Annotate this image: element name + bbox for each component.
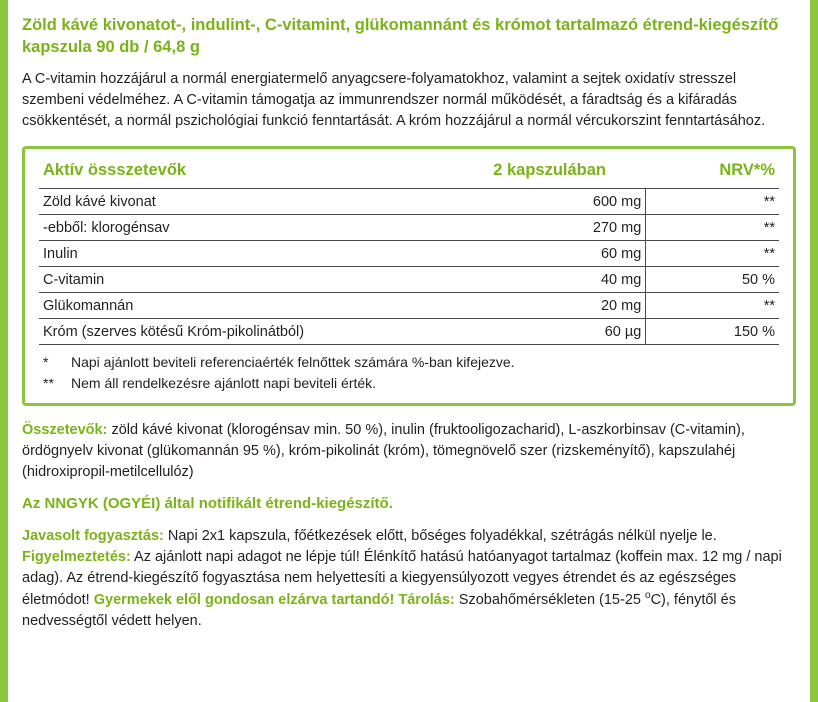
table-header-row: [39, 159, 779, 189]
table-row: [39, 188, 779, 214]
dosage-label: Javasolt fogyasztás:: [22, 528, 164, 545]
row-nrv: **: [646, 240, 779, 266]
row-name: Glükomannán: [39, 293, 453, 319]
row-amount: 20 mg: [453, 293, 645, 319]
degree-unit: o: [645, 590, 651, 602]
table-head: [39, 159, 779, 189]
table-row: [39, 240, 779, 266]
footnote-mark: **: [43, 374, 54, 391]
footnote-text: Napi ajánlott beviteli referenciaérték felnőttek számára %-ban kifejezve.: [71, 354, 515, 371]
row-name: Zöld kávé kivonat: [39, 188, 453, 214]
row-amount: 270 mg: [453, 214, 645, 240]
row-nrv: 50 %: [646, 266, 779, 292]
warning-text: Az ajánlott napi adagot ne lépje túl! Élénkítő hatású hatóanyagot tartalmaz (koffein max. 12 mg / napi adag). Az étrend-kiegészítő fogyasztása nem helyettesíti a kiegyensúlyozott vegyes étrendet és az egészséges életmódot!: [22, 549, 782, 608]
row-nrv: 150 %: [646, 319, 779, 345]
row-name: C-vitamin: [39, 266, 453, 292]
table-row: [39, 293, 779, 319]
storage-label: Tárolás:: [394, 591, 455, 608]
dosage-text: Napi 2x1 kapszula, főétkezések előtt, bőséges folyadékkal, szétrágás nélkül nyelje le.: [163, 528, 717, 545]
ingredients-text: zöld kávé kivonat (klorogénsav min. 50 %), inulin (fruktooligozacharid), L-aszkorbinsav (C-vitamin), ördögnyelv kivonat (glükomannán 95 %), króm-pikolinát (króm), tömegnövelő szer (rizskeményítő), kapszulahéj (hidroxipropil-metilcellulóz): [22, 421, 745, 480]
footnote-double-star: [39, 374, 779, 394]
intro-paragraph: A C-vitamin hozzájárul a normál energiatermelő anyagcsere-folyamatokhoz, valamint a sejtek oxidatív stresszel szembeni védelméhez. A C-vitamin támogatja az immunrendszer normál működését, a fáradtság és a kifáradás csökkentését, a normál pszichológiai funkció fenntartását. A króm hozzájárul a normál vércukorszint fenntartásához.: [22, 70, 766, 129]
header-nrv: NRV*%: [719, 160, 775, 179]
row-amount: 600 mg: [453, 188, 645, 214]
right-green-bar: [810, 0, 818, 702]
usage-paragraph: [22, 526, 796, 632]
row-name: Króm (szerves kötésű Króm-pikolinátból): [39, 319, 453, 345]
children-warning: Gyermekek elől gondosan elzárva tartandó!: [93, 591, 395, 608]
row-amount: 60 µg: [453, 319, 645, 345]
ingredients-label: Összetevők:: [22, 421, 108, 438]
table-footnotes: [39, 353, 779, 393]
row-name: Inulin: [39, 240, 453, 266]
nutrition-table: [39, 159, 779, 346]
table-body: [39, 188, 779, 345]
table-row: [39, 214, 779, 240]
header-active-ingredients: Aktív össszetevők: [43, 160, 187, 179]
nutrition-table-frame: [22, 146, 796, 406]
storage-text-first: Szobahőmérsékleten (15-25: [454, 591, 645, 608]
footnote-single-star: [39, 353, 779, 373]
row-nrv: **: [646, 188, 779, 214]
table-row: [39, 319, 779, 345]
row-nrv: **: [646, 214, 779, 240]
row-amount: 60 mg: [453, 240, 645, 266]
notification-statement: Az NNGYK (OGYÉI) által notifikált étrend-kiegészítő.: [22, 494, 393, 512]
footnote-text: Nem áll rendelkezésre ajánlott napi beviteli érték.: [71, 374, 377, 391]
warning-label: Figyelmeztetés:: [22, 549, 131, 566]
row-name: -ebből: klorogénsav: [39, 214, 453, 240]
header-per-two-capsules: 2 kapszulában: [493, 160, 606, 179]
footnote-mark: *: [43, 354, 49, 371]
table-row: [39, 266, 779, 292]
ingredients-paragraph: [22, 420, 796, 483]
left-green-bar: [0, 0, 8, 702]
row-amount: 40 mg: [453, 266, 645, 292]
storage-text-second: C), fénytől és nedvességtől védett helyen.: [22, 591, 736, 629]
row-nrv: **: [646, 293, 779, 319]
page-title: Zöld kávé kivonatot-, indulint-, C-vitamint, glükomannánt és krómot tartalmazó étrend-kiegészítő kapszula 90 db / 64,8 g: [22, 16, 779, 57]
